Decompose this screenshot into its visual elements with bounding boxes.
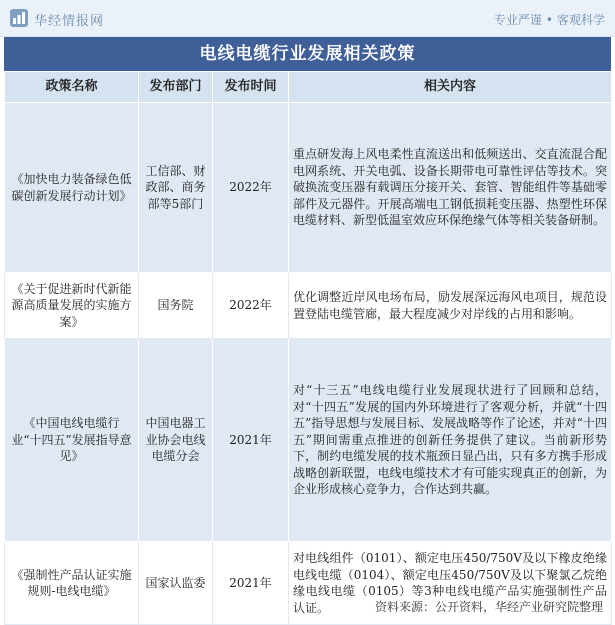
brand-name: 华经情报网 [34,14,105,29]
table-row [5,339,612,542]
policy-dept: 国家认监委 [139,542,213,625]
slogan-left: 专业严谨 [493,13,542,27]
brand-logo-icon [10,9,28,27]
policy-dept: 国务院 [139,273,213,339]
policy-dept: 中国电器工业协会电线电缆分会 [139,339,213,542]
policy-year: 2022年 [213,103,289,273]
policy-name: 《关于促进新时代新能源高质量发展的实施方案》 [5,273,139,339]
policy-content: 对电线组件（0101）、额定电压450/750V及以下橡皮绝缘电线电缆（0104）、额定电压450/750V及以下聚氯乙烷绝缘电线电缆（0105）等3种电线电缆产品实施强制性产品认证。 [289,542,612,625]
source-note: 资料来源：公开资料，华经产业研究院整理 [374,600,603,614]
policy-dept: 工信部、财政部、商务部等5部门 [139,103,213,273]
col-header-dept: 发布部门 [139,72,213,103]
policy-content: 对“十三五”电线电缆行业发展现状进行了回顾和总结，对“十四五”发展的国内外环境进行了客观分析，并就“十四五”指导思想与发展目标、发展战略等作了论述，并对“十四五”期间需重点推进的创新任务提供了建议。当前新形势下，制约电缆发展的技术瓶颈日显凸出，只有多方携手形成战略创新联盟，电线电缆技术才有可能实现真正的创新，为企业形成核心竞争力，合作达到共赢。 [289,339,612,542]
table-row [5,103,612,273]
policy-content: 重点研发海上风电柔性直流送出和低频送出、交直流混合配电网系统、开关电弧、设备长期带电可靠性评估等技术。突破换流变压器有载调压分接开关、套管、智能组件等基础零部件及元器件。开展高端电工钢低损耗变压器、热塑性环保电缆材料、新型低温室效应环保绝缘气体等相关装备研制。 [289,103,612,273]
policy-year: 2021年 [213,542,289,625]
policy-name: 《加快电力装备绿色低碳创新发展行动计划》 [5,103,139,273]
policy-year: 2022年 [213,273,289,339]
slogan-separator: • [545,13,553,27]
col-header-year: 发布时间 [213,72,289,103]
table-header-row [5,72,612,103]
page-title: 电线电缆行业发展相关政策 [4,37,611,71]
policy-content: 优化调整近岸风电场布局，励发展深远海风电项目，规范设置登陆电缆管廊，最大程度减少对岸线的占用和影响。 [289,273,612,339]
header-bar [0,0,615,37]
slogan [494,11,605,28]
policy-table [4,71,612,625]
table-row [5,273,612,339]
slogan-right: 客观科学 [556,13,605,27]
policy-year: 2021年 [213,339,289,542]
col-header-name: 政策名称 [5,72,139,103]
col-header-content: 相关内容 [289,72,612,103]
policy-name: 《强制性产品认证实施规则-电线电缆》 [5,542,139,625]
policy-name: 《中国电线电缆行业“十四五”发展指导意见》 [5,339,139,542]
